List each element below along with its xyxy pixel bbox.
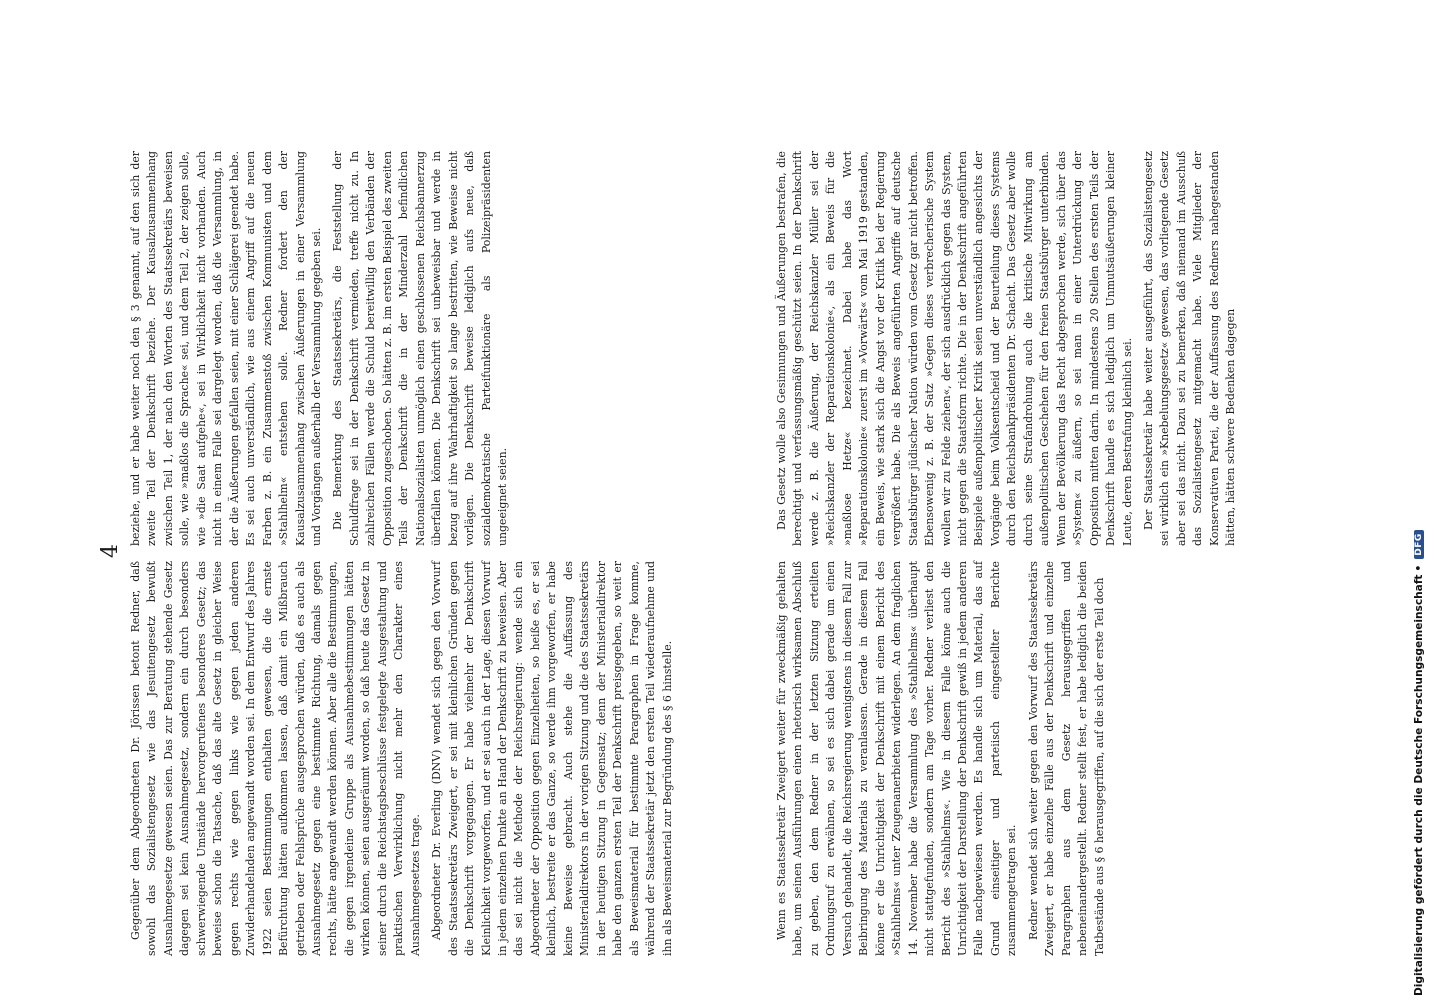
column-left-lower [774, 561, 1113, 956]
column-right-lower [774, 151, 1245, 546]
rotated-text-block [98, 151, 1398, 956]
paragraph: beziehe, und er habe weiter noch den § 3 genannt, auf den sich der zweite Teil der Denkschrift beziehe. Der Kausalzusammenhang zwischen Teil 1, der nach den Worten des Staatssekretärs beweisen solle, wie »maßlos die Sprache« sei, und dem Teil 2, der zeigen solle, wie »die Saat aufgehe«, sei in Wirklichkeit nicht vorhanden. Auch nicht in einem Falle sei dargelegt worden, daß die Versammlung, in der die Äußerungen gefallen seien, mit einer Schlägerei geendet habe. Es sei auch unverständlich, wie aus einem Angriff auf die neuen Farben z. B. ein Zusammenstoß zwischen Kommunisten und dem »Stahlhelm« entstehen solle. Redner fordert den der Kausalzusammenhang zwischen Äußerungen in einer Versammlung und Vorgängen außerhalb der Versammlung gegeben sei. [129, 151, 323, 546]
paragraph: Redner wendet sich weiter gegen den Vorwurf des Staatssekretärs Zweigert, er habe einzelne Fälle aus der Denkschrift und einzelne Paragraphen aus dem Gesetz herausgegriffen und nebeneinandergestellt. Redner stellt fest, er habe lediglich die beiden Tatbestände aus § 6 herausgegriffen, auf die sich der erste Teil doch [1026, 561, 1106, 956]
page-number: 4 [98, 544, 123, 558]
paragraph: Abgeordneter Dr. Everling (DNV) wendet sich gegen den Vorwurf des Staatssekretärs Zweigert, er sei mit kleinlichen Gründen gegen die Denkschrift vorgegangen. Er habe vielmehr der Denkschrift Kleinlichkeit vorgeworfen, und er sei auch in der Lage, diesen Vorwurf in jedem einzelnen Punkte an Hand der Denkschrift zu beweisen. Aber das sei nicht die Methode der Reichsregierung: wende sich ein Abgeordneter der Opposition gegen Einzelheiten, so heiße es, er sei kleinlich, bestreite er das Ganze, so werde ihm vorgeworfen, er habe keine Beweise gebracht. Auch stehe die Auffassung des Ministerialdirektors in der vorigen Sitzung und die des Staatssekretärs in der heutigen Sitzung in Gegensatz; denn der Ministerialdirektor habe den ganzen ersten Teil der Denkschrift preisgegeben, so weit er als Beweismaterial für bestimmte Paragraphen in Frage komme, während der Staatssekretär jetzt den ersten Teil wiederaufnehme und ihn als Beweismaterial zur Begründung des § 6 hinstelle. [430, 561, 674, 956]
column-left [128, 561, 681, 956]
paragraph: Das Gesetz wolle also Gesinnungen und Äußerungen bestrafen, die berechtigt und verfassungsmäßig geschützt seien. In der Denkschrift werde z. B. die Äußerung, der Reichskanzler Müller sei der »Reichskanzler der Reparationskolonie«, als ein Beweis für die »maßlose Hetze« bezeichnet. Dabei habe das Wort »Reparationskolonie« zuerst im »Vorwärts« vom Mai 1919 gestanden, ein Beweis, wie stark sich die Angst vor der Kritik bei der Regierung vergrößert habe. Die als Beweis angeführten Angriffe auf deutsche Staatsbürger jüdischer Nation würden vom Gesetz gar nicht betroffen. Ebensowenig z. B. der Satz »Gegen dieses verbrecherische System wollen wir zu Felde ziehen«, der sich ausdrücklich gegen das System, nicht gegen die Staatsform richte. Die in der Denkschrift angeführten Beispiele außenpolitischer Kritik seien unverständlich angesichts der Vorgänge beim Volksentscheid und der Beurteilung dieses Systems durch den Reichsbankpräsidenten Dr. Schacht. Das Gesetz aber wolle durch seine Strafandrohung auch die kritische Mitwirkung am außenpolitischen Geschehen für den freien Staatsbürger unterbinden. Wenn der Bevölkerung das Recht abgesprochen werde, sich über das »System« zu äußern, so sei man in einer Unterdrückung der Opposition mitten darin. In mindestens 20 Stellen des ersten Teils der Denkschrift handle es sich lediglich um Unmutsäußerungen kleiner Leute, deren Bestrafung kleinlich sei. [775, 151, 1134, 546]
paragraph: Gegenüber dem Abgeordneten Dr. Jörissen betont Redner, daß sowohl das Sozialistengesetz wie das Jesuitengesetz bewußt Ausnahmegesetze gewesen seien. Das zur Beratung stehende Gesetz dagegen sei kein Ausnahmegesetz, sondern ein durch besonders schwerwiegende Umstände hervorgerufenes besonderes Gesetz; das beweise schon die Tatsache, daß das alte Gesetz in gleicher Weise gegen rechts wie gegen links wie gegen jeden anderen Zuwiderhandelnden angewandt worden sei. In dem Entwurf des Jahres 1922 seien Bestimmungen enthalten gewesen, die die ernste Befürchtung hätten aufkommen lassen, daß damit ein Mißbrauch getrieben oder Fehlsprüche ausgesprochen würden, daß es auch als Ausnahmegesetz gegen eine bestimmte Richtung, damals gegen rechts, hätte angewandt werden können. Aber alle die Bestimmungen, die gegen irgendeine Gruppe als Ausnahmebestimmungen hätten wirken können, seien ausgeräumt worden, so daß heute das Gesetz in seiner durch die Reichstagsbeschlüsse festgelegte Ausgestaltung und praktischen Verwirklichung nicht mehr den Charakter eines Ausnahmegesetzes trage. [129, 561, 422, 956]
watermark-text: Digitalisierung gefördert durch die Deutsche Forschungsgemeinschaft [1413, 574, 1425, 996]
paragraph: Der Staatssekretär habe weiter ausgeführt, das Sozialistengesetz sei wirklich ein »Knebelungsgesetz« gewesen, das vorliegende Gesetz aber sei das nicht. Dazu sei zu bemerken, daß niemand im Ausschuß das Sozialistengesetz mitgemacht habe. Viele Mitglieder der Konservativen Partei, die der Auffassung des Redners nahegestanden hätten, hätten schwere Bedenken dagegen [1141, 151, 1238, 546]
paragraph: Die Bemerkung des Staatssekretärs, die Feststellung der Schuldfrage sei in der Denkschrift vermieden, treffe nicht zu. In zahlreichen Fällen werde die Schuld bereitwillig den Verbänden der Opposition zugeschoben. So hätten z. B. im ersten Beispiel des zweiten Teils der Denkschrift die in der Minderzahl befindlichen Nationalsozialisten unmöglich einen geschlossenen Reichsbannerzug überfallen können. Die Denkschrift sei unbeweisbar und werde in bezug auf ihre Wahrhaftigkeit so lange bestritten, wie Beweise nicht vorlägen. Die Denkschrift beweise lediglich aufs neue, daß sozialdemokratische Parteifunktionäre als Polizeipräsidenten ungeeignet seien. [331, 151, 509, 546]
dfg-logo-icon: DFG [1414, 530, 1424, 559]
column-right [128, 151, 516, 546]
digitization-watermark [1413, 6, 1425, 996]
watermark-separator: • [1413, 564, 1425, 572]
paragraph: Wenn es Staatssekretär Zweigert weiter für zweckmäßig gehalten habe, um seinen Ausführungen einen rhetorisch wirksamen Abschluß zu geben, den dem Redner in der letzten Sitzung erteilten Ordnungsruf zu erwähnen, so sei es sich dabei gerade um einen Versuch gehandelt, die Reichsregierung wenigstens in diesem Fall zur Beibringung des Materials zu veranlassen. Gerade in diesem Fall könne er die Unrichtigkeit der Denkschrift mit einem Bericht des »Stahlhelms« unter Zeugenanerbieten widerlegen. An dem fraglichen 14. November habe die Versammlung des »Stahlhelms« überhaupt nicht stattgefunden, sondern am Tage vorher. Redner verliest den Bericht des »Stahlhelms«. Wie in diesem Falle könne auch die Unrichtigkeit der Darstellung der Denkschrift gewiß in jedem anderen Falle nachgewiesen werden. Es handle sich um Material, das auf Grund einseitiger und parteiisch eingestellter Berichte zusammengetragen sei. [775, 561, 1019, 956]
